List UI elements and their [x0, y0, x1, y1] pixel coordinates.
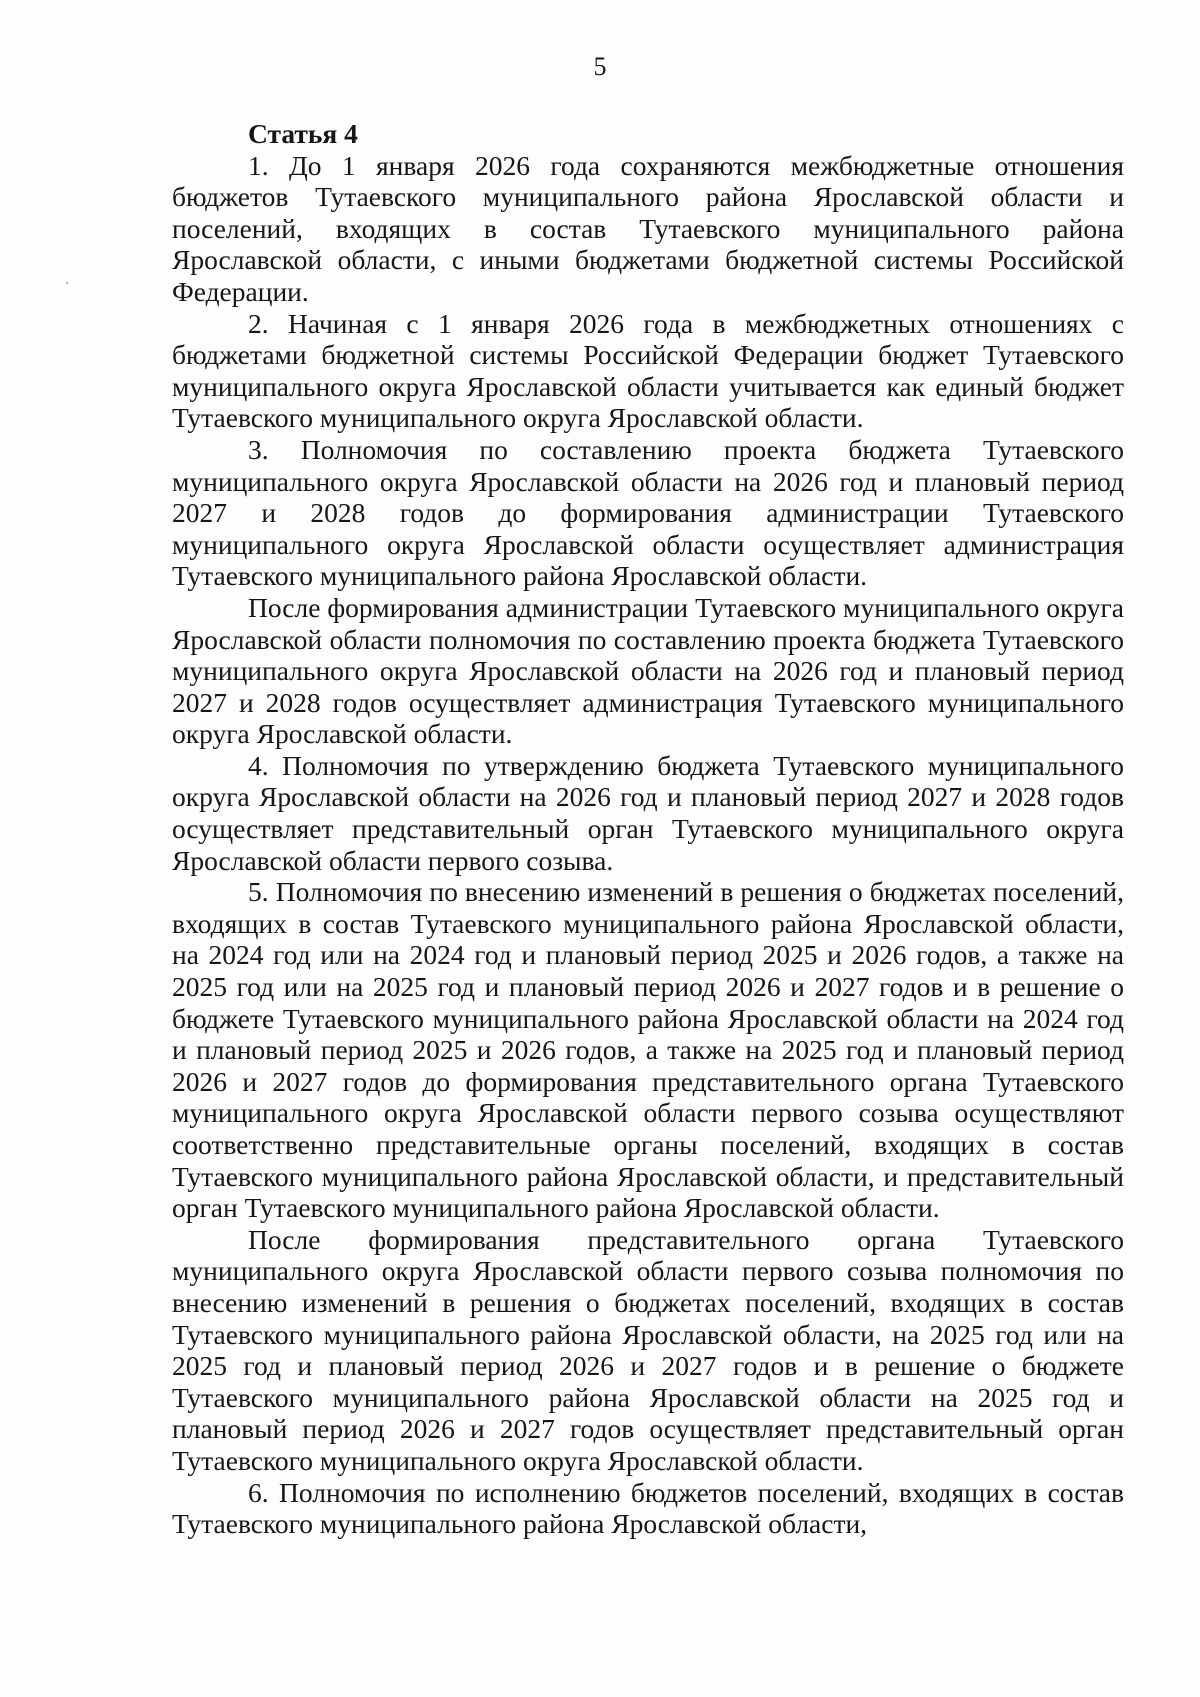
article-body [172, 118, 1124, 1540]
paragraph-4: 4. Полномочия по утверждению бюджета Тутаевского муниципального округа Ярославской области на 2026 год и плановый период 2027 и 2028 годов осуществляет представительный орган Тутаевского муниципального округа Ярославской области первого созыва. [172, 749, 1124, 876]
paragraph-1: 1. До 1 января 2026 года сохраняются межбюджетные отношения бюджетов Тутаевского муниципального района Ярославской области и поселений, входящих в состав Тутаевского муниципального района Ярославской области, с иными бюджетами бюджетной системы Российской Федерации. [172, 149, 1124, 307]
paragraph-6: 6. Полномочия по исполнению бюджетов поселений, входящих в состав Тутаевского муниципального района Ярославской области, [172, 1476, 1124, 1540]
scan-speck [66, 282, 68, 284]
paragraph-5-continued: После формирования представительного органа Тутаевского муниципального округа Ярославской области первого созыва полномочия по внесению изменений в решения о бюджетах поселений, входящих в состав Тутаевского муниципального района Ярославской области, на 2025 год или на 2025 год и плановый период 2026 и 2027 годов и в решение о бюджете Тутаевского муниципального района Ярославской области на 2025 год и плановый период 2026 и 2027 годов осуществляет представительный орган Тутаевского муниципального округа Ярославской области. [172, 1223, 1124, 1476]
page-number: 5 [593, 52, 607, 81]
paragraph-3-continued: После формирования администрации Тутаевского муниципального округа Ярославской области полномочия по составлению проекта бюджета Тутаевского муниципального округа Ярославской области на 2026 год и плановый период 2027 и 2028 годов осуществляет администрация Тутаевского муниципального округа Ярославской области. [172, 591, 1124, 750]
paragraph-5: 5. Полномочия по внесению изменений в решения о бюджетах поселений, входящих в состав Тутаевского муниципального района Ярославской области, на 2024 год или на 2024 год и плановый период 2025 и 2026 годов, а также на 2025 год или на 2025 год и плановый период 2026 и 2027 годов и в решение о бюджете Тутаевского муниципального района Ярославской области на 2024 год и плановый период 2025 и 2026 годов, а также на 2025 год и плановый период 2026 и 2027 годов до формирования представительного органа Тутаевского муниципального округа Ярославской области первого созыва осуществляют соответственно представительные органы поселений, входящих в состав Тутаевского муниципального района Ярославской области, и представительный орган Тутаевского муниципального района Ярославской области. [172, 876, 1124, 1224]
paragraph-2: 2. Начиная с 1 января 2026 года в межбюджетных отношениях с бюджетами бюджетной системы Российской Федерации бюджет Тутаевского муниципального округа Ярославской области учитывается как единый бюджет Тутаевского муниципального округа Ярославской области. [172, 307, 1124, 434]
paragraph-3: 3. Полномочия по составлению проекта бюджета Тутаевского муниципального округа Ярославской области на 2026 год и плановый период 2027 и 2028 годов до формирования администрации Тутаевского муниципального округа Ярославской области осуществляет администрация Тутаевского муниципального района Ярославской области. [172, 433, 1124, 592]
article-heading: Статья 4 [248, 118, 358, 149]
